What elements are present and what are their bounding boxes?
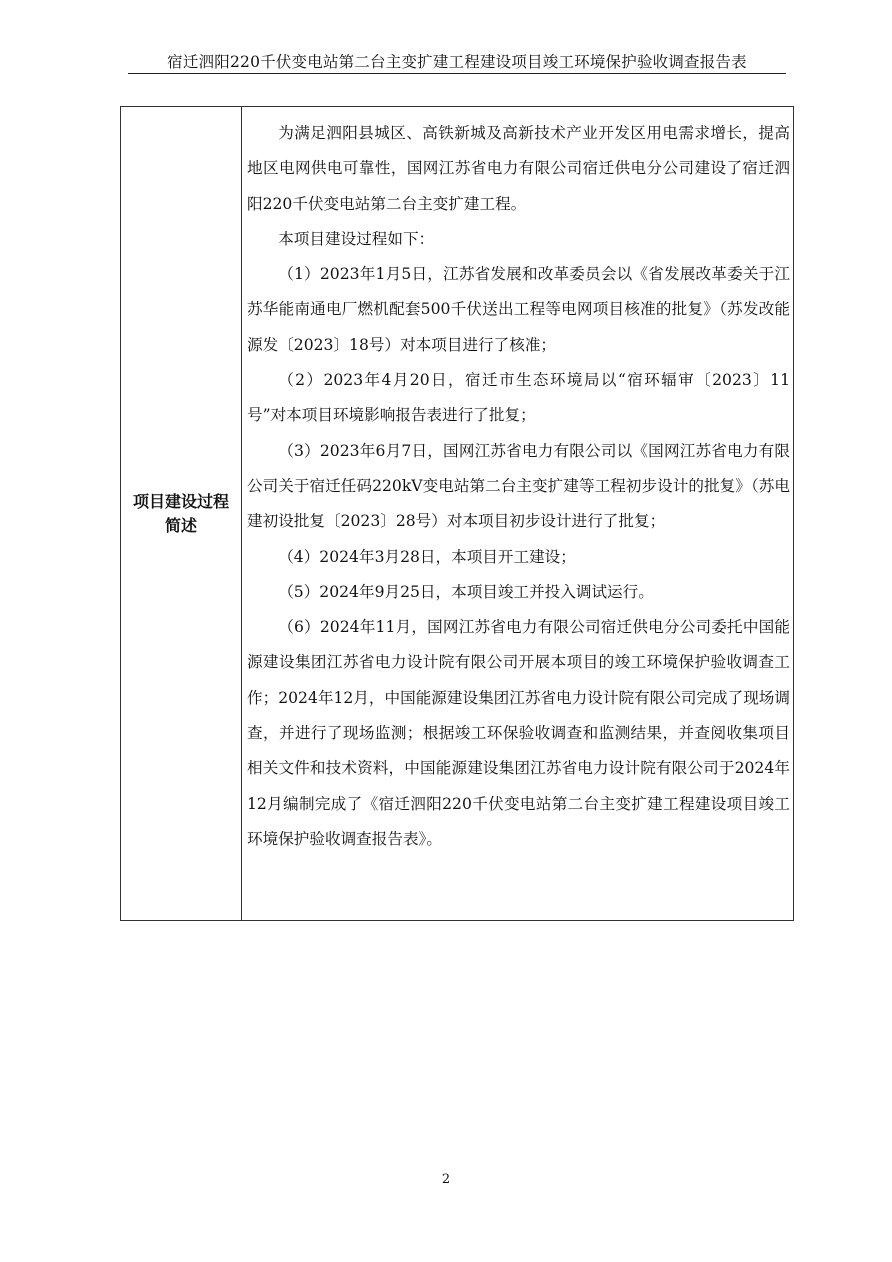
summary-table (120, 106, 794, 921)
paragraph-process-heading: 本项目建设过程如下： (278, 229, 435, 248)
row-label-cell (121, 107, 242, 921)
paragraph-step-3: （3）2023年6月7日，国网江苏省电力有限公司以《国网江苏省电力有限公司关于宿迁任码220kV变电站第二台主变扩建等工程初步设计的批复》（苏电建初设批复〔2023〕28号）对本项目初步设计进行了批复； (247, 441, 790, 531)
row-label-line1: 项目建设过程 (132, 491, 229, 511)
row-label-line2: 简述 (164, 515, 197, 535)
table-row (121, 107, 794, 921)
paragraph-step-1: （1）2023年1月5日，江苏省发展和改革委员会以《省发展改革委关于江苏华能南通电厂燃机配套500千伏送出工程等电网项目核准的批复》（苏发改能源发〔2023〕18号）对本项目进行了核准； (247, 265, 790, 354)
paragraph-step-6: （6）2024年11月，国网江苏省电力有限公司宿迁供电分公司委托中国能源建设集团江苏省电力设计院有限公司开展本项目的竣工环境保护验收调查工作；2024年12月，中国能源建设集团江苏省电力设计院有限公司完成了现场调查，并进行了现场监测；根据竣工环保验收调查和监测结果，并查阅收集项目相关文件和技术资料，中国能源建设集团江苏省电力设计院有限公司于2024年12月编制完成了《宿迁泗阳220千伏变电站第二台主变扩建工程建设项目竣工环境保护验收调查报告表》。 (247, 618, 790, 848)
paragraph-intro: 为满足泗阳县城区、高铁新城及高新技术产业开发区用电需求增长，提高地区电网供电可靠性，国网江苏省电力有限公司宿迁供电分公司建设了宿迁泗阳220千伏变电站第二台主变扩建工程。 (247, 124, 790, 213)
paragraph-step-4: （4）2024年3月28日，本项目开工建设； (278, 547, 576, 566)
header-divider (128, 73, 786, 74)
paragraph-step-2: （2）2023年4月20日，宿迁市生态环境局以“宿环辐审〔2023〕11号”对本项目环境影响报告表进行了批复； (247, 371, 790, 425)
paragraph-step-5: （5）2024年9月25日，本项目竣工并投入调试运行。 (278, 582, 654, 601)
row-content-cell (242, 107, 794, 921)
page-number: 2 (441, 1172, 451, 1187)
page-header-title: 宿迁泗阳220千伏变电站第二台主变扩建工程建设项目竣工环境保护验收调查报告表 (167, 53, 747, 71)
